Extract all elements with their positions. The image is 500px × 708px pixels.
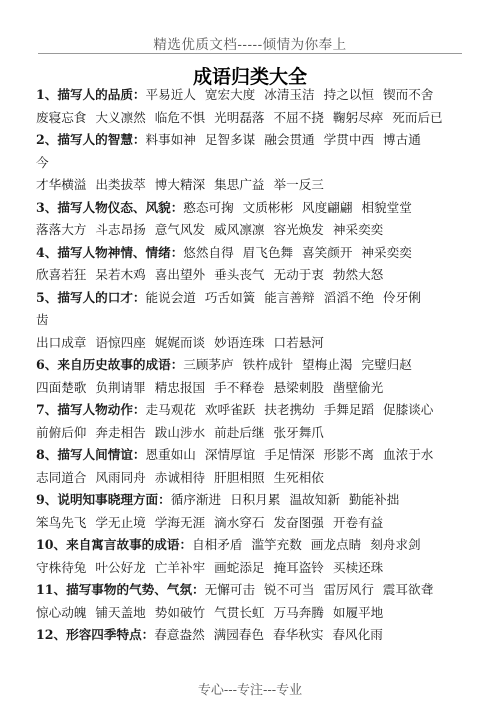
- idiom: 威风凛凛: [214, 222, 265, 237]
- idiom: 相貌堂堂: [361, 199, 412, 215]
- idiom: 生死相依: [273, 469, 324, 485]
- idiom: 笨鸟先飞: [36, 514, 87, 530]
- idiom: 前赴后继: [214, 424, 265, 440]
- idiom: 落落大方: [36, 222, 87, 237]
- idiom: 娓娓而谈: [154, 334, 206, 350]
- idiom: 废寝忘食: [36, 109, 87, 125]
- idiom: 平易近人: [145, 87, 196, 102]
- idiom: 巧舌如簧: [204, 289, 256, 305]
- idiom-line: [36, 309, 466, 332]
- idiom: 循序渐进: [170, 492, 222, 507]
- idiom: 精忠报国: [154, 379, 206, 395]
- idiom: 震耳欲聋: [382, 582, 434, 597]
- idiom-line: [36, 332, 466, 355]
- idiom: 齿: [36, 312, 49, 327]
- idiom-line: [36, 377, 466, 400]
- idiom: 喜笑颜开: [302, 244, 353, 260]
- idiom: 喜出望外: [154, 267, 206, 282]
- category-label: 5、描写人的口才：: [36, 289, 146, 305]
- idiom: 出口成章: [36, 334, 87, 350]
- idiom: 负荆请罪: [95, 379, 146, 395]
- idiom: 三顾茅庐: [183, 357, 234, 372]
- idiom-line: [36, 107, 466, 130]
- idiom: 势如破竹: [154, 604, 206, 620]
- idiom: 刻舟求剑: [370, 537, 421, 552]
- idiom: 风雨同舟: [95, 469, 146, 485]
- idiom: 铺天盖地: [95, 604, 146, 620]
- page-footer: 专心---专注---专业: [197, 683, 303, 698]
- idiom: 形影不离: [323, 447, 375, 462]
- idiom: 举一反三: [273, 177, 324, 192]
- category-label: 8、描写人间情谊：: [36, 447, 146, 462]
- idiom: 叶公好龙: [95, 559, 146, 575]
- idiom: 死而后已: [392, 109, 443, 125]
- idiom: 手舞足蹈: [323, 402, 375, 417]
- idiom: 学无止境: [95, 514, 146, 530]
- idiom: 眉飞色舞: [242, 244, 294, 260]
- idiom: 赤诚相待: [154, 469, 206, 485]
- idiom: 满园春色: [213, 627, 265, 642]
- idiom: 自相矛盾: [192, 537, 243, 552]
- idiom: 手不释卷: [214, 379, 265, 395]
- idiom: 滴水穿石: [214, 514, 265, 530]
- idiom: 志同道合: [36, 469, 87, 485]
- idiom: 无动于衷: [273, 267, 324, 282]
- idiom: 呆若木鸡: [95, 267, 146, 282]
- category-label: 4、描写人物神情、情绪：: [36, 244, 184, 260]
- idiom: 日积月累: [230, 492, 281, 507]
- idiom: 光明磊落: [214, 109, 265, 125]
- idiom: 春华秋实: [273, 627, 324, 642]
- idiom-line: [36, 219, 466, 242]
- idiom: 雷厉风行: [323, 582, 374, 597]
- idiom-line: [36, 129, 466, 152]
- idiom: 发奋图强: [273, 514, 324, 530]
- idiom-line: [36, 557, 466, 580]
- idiom-line: [36, 242, 466, 265]
- idiom: 锲而不舍: [383, 87, 434, 102]
- idiom: 容光焕发: [273, 222, 324, 237]
- idiom: 守株待兔: [36, 559, 87, 575]
- idiom: 能言善辩: [264, 289, 315, 305]
- idiom: 文质彬彬: [242, 199, 294, 215]
- category-label: 7、描写人物动作：: [36, 402, 146, 417]
- idiom: 不屈不挠: [273, 109, 324, 125]
- idiom: 料事如神: [145, 132, 196, 147]
- idiom: 春意盎然: [154, 627, 205, 642]
- idiom: 凿壁偷光: [332, 379, 384, 395]
- idiom-line: [36, 197, 466, 220]
- category-label: 1、描写人的品质：: [36, 87, 146, 102]
- idiom: 亡羊补牢: [154, 559, 206, 575]
- idiom: 跋山涉水: [154, 424, 206, 440]
- idiom: 勃然大怒: [332, 267, 384, 282]
- idiom-line: [36, 467, 466, 490]
- category-label: 6、来自历史故事的成语：: [36, 357, 184, 372]
- idiom: 惊心动魄: [36, 604, 87, 620]
- idiom: 风度翩翩: [302, 199, 353, 215]
- idiom: 开卷有益: [332, 514, 384, 530]
- idiom: 神采奕奕: [361, 244, 412, 260]
- idiom: 手足情深: [264, 447, 315, 462]
- idiom: 语惊四座: [95, 334, 146, 350]
- idiom: 今: [36, 154, 49, 170]
- idiom: 持之以恒: [323, 87, 375, 102]
- idiom: 融会贯通: [264, 132, 315, 147]
- document-title: 成语归类大全: [192, 66, 307, 88]
- idiom: 滔滔不绝: [323, 289, 375, 305]
- idiom: 足智多谋: [204, 132, 256, 147]
- idiom: 前俯后仰: [36, 424, 87, 440]
- category-label: 2、描写人的智慧：: [36, 132, 146, 147]
- idiom-line: [36, 84, 466, 107]
- idiom: 垂头丧气: [214, 267, 265, 282]
- idiom: 妙语连珠: [214, 334, 265, 350]
- idiom-line: [36, 354, 466, 377]
- idiom-line: [36, 624, 466, 647]
- idiom: 完璧归赵: [361, 357, 412, 372]
- idiom: 悬梁刺股: [273, 379, 324, 395]
- idiom: 才华横溢: [36, 177, 87, 192]
- idiom: 张牙舞爪: [273, 424, 324, 440]
- idiom: 如履平地: [332, 604, 384, 620]
- idiom-line: [36, 287, 466, 310]
- idiom: 走马观花: [145, 402, 196, 417]
- idiom: 鞠躬尽瘁: [332, 109, 384, 125]
- idiom: 大义凛然: [95, 109, 146, 125]
- category-label: 12、形容四季特点：: [36, 627, 155, 642]
- idiom: 滥竽充数: [251, 537, 302, 552]
- idiom: 望梅止渴: [302, 357, 353, 372]
- idiom: 勤能补拙: [348, 492, 400, 507]
- idiom: 临危不惧: [154, 109, 206, 125]
- idiom-line: [36, 264, 466, 287]
- idiom: 春风化雨: [332, 627, 383, 642]
- idiom: 博大精深: [154, 177, 206, 192]
- idiom: 集思广益: [214, 177, 265, 192]
- idiom: 出类拔萃: [95, 177, 146, 192]
- idiom: 学贯中西: [323, 132, 375, 147]
- header-divider: [38, 53, 462, 54]
- idiom: 博古通: [383, 132, 421, 147]
- idiom: 悠然自得: [183, 244, 234, 260]
- idiom: 画蛇添足: [214, 559, 265, 575]
- idiom: 恩重如山: [145, 447, 196, 462]
- idiom: 促膝谈心: [383, 402, 434, 417]
- category-label: 11、描写事物的气势、气氛：: [36, 582, 205, 597]
- idiom: 掩耳盗铃: [273, 559, 324, 575]
- idiom: 无懈可击: [204, 582, 256, 597]
- idiom: 四面楚歌: [36, 379, 87, 395]
- idiom: 万马奔腾: [273, 604, 324, 620]
- idiom: 口若悬河: [273, 334, 324, 350]
- idiom: 买椟还珠: [332, 559, 384, 575]
- idiom: 气贯长虹: [214, 604, 265, 620]
- idiom-line: [36, 399, 466, 422]
- idiom: 锐不可当: [264, 582, 315, 597]
- idiom: 铁杵成针: [242, 357, 294, 372]
- category-label: 3、描写人物仪态、风貌：: [36, 199, 184, 215]
- idiom: 宽宏大度: [204, 87, 256, 102]
- idiom: 伶牙俐: [383, 289, 421, 305]
- idiom: 画龙点睛: [310, 537, 362, 552]
- idiom-line: [36, 602, 466, 625]
- idiom-line: [36, 534, 466, 557]
- category-label: 10、来自寓言故事的成语：: [36, 537, 193, 552]
- idiom: 奔走相告: [95, 424, 146, 440]
- idiom-line: [36, 489, 466, 512]
- idiom-line: [36, 422, 466, 445]
- idiom-line: [36, 152, 466, 175]
- idiom: 欣喜若狂: [36, 267, 87, 282]
- idiom: 神采奕奕: [332, 222, 384, 237]
- idiom: 能说会道: [145, 289, 196, 305]
- idiom: 憨态可掬: [183, 199, 234, 215]
- idiom-line: [36, 579, 466, 602]
- idiom: 冰清玉洁: [264, 87, 315, 102]
- idiom: 血浓于水: [383, 447, 434, 462]
- idiom: 学海无涯: [154, 514, 206, 530]
- idiom-line: [36, 174, 466, 197]
- idiom-line: [36, 512, 466, 535]
- idiom: 意气风发: [154, 222, 206, 237]
- idiom-line: [36, 444, 466, 467]
- idiom-list: [36, 84, 466, 647]
- page-header: 精选优质文档-----倾情为你奉上: [153, 37, 347, 53]
- idiom: 扶老携幼: [264, 402, 315, 417]
- idiom: 肝胆相照: [214, 469, 265, 485]
- idiom: 温故知新: [289, 492, 340, 507]
- idiom: 深情厚谊: [204, 447, 256, 462]
- idiom: 斗志昂扬: [95, 222, 146, 237]
- category-label: 9、说明知事晓理方面：: [36, 492, 171, 507]
- idiom: 欢呼雀跃: [204, 402, 256, 417]
